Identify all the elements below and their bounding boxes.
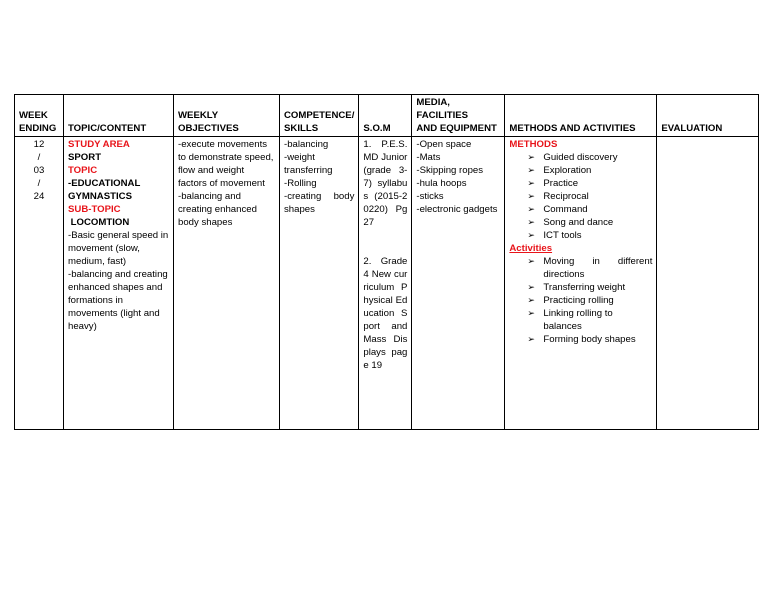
header-week-ending: WEEK ENDING	[15, 95, 64, 137]
som-reference: 1. P.E.S.MD Junior (grade 3-7) syllabus (2015-20220) Pg 27	[363, 139, 408, 228]
header-evaluation: EVALUATION	[657, 95, 759, 137]
header-methods-activities: METHODS AND ACTIVITIES	[505, 95, 657, 137]
methods-label: METHODS	[509, 139, 558, 150]
content-item: -balancing and creating enhanced shapes and formations in movements (light and heavy)	[68, 269, 168, 332]
week-ending-cell: 12 / 03 / 24	[15, 137, 64, 430]
activity-item: ➢ Moving in different directions	[527, 255, 652, 281]
header-competence-skills: COMPETENCE/ SKILLS	[280, 95, 359, 137]
header-topic-content: TOPIC/CONTENT	[64, 95, 174, 137]
objective-item: -execute movements to demonstrate speed, flow and weight factors of movement	[178, 139, 274, 189]
content-item: -Basic general speed in movement (slow, medium, fast)	[68, 230, 169, 267]
activities-list	[509, 255, 652, 346]
som-reference: 2. Grade 4 New curriculum Physical Education Sport and Mass Displays page 19	[363, 256, 408, 371]
study-area-value: SPORT	[68, 152, 102, 163]
study-area-label: STUDY AREA	[68, 139, 130, 150]
competence-item: -Rolling	[284, 178, 317, 189]
methods-activities-cell	[505, 137, 657, 430]
topic-label: TOPIC	[68, 165, 98, 176]
media-item: -electronic gadgets	[416, 204, 498, 215]
media-item: -Open space	[416, 139, 472, 150]
competence-cell	[280, 137, 359, 430]
subtopic-label: SUB-TOPIC	[68, 204, 121, 215]
header-row	[15, 95, 759, 137]
media-item: -hula hoops	[416, 178, 467, 189]
activities-label: Activities	[509, 243, 553, 254]
topic-value: -EDUCATIONAL GYMNASTICS	[68, 178, 141, 202]
header-weekly-objectives: WEEKLY OBJECTIVES	[174, 95, 280, 137]
media-item: -sticks	[416, 191, 444, 202]
media-item: -Mats	[416, 152, 441, 163]
som-cell	[359, 137, 412, 430]
topic-content-cell	[64, 137, 174, 430]
method-item: ➢ Reciprocal	[527, 190, 652, 203]
competence-item: -balancing	[284, 139, 329, 150]
activity-item: ➢ Forming body shapes	[527, 333, 652, 346]
scheme-of-work-table	[14, 94, 759, 430]
objectives-cell	[174, 137, 280, 430]
competence-item: -creating body shapes	[284, 191, 355, 215]
activity-item: ➢ Transferring weight	[527, 281, 652, 294]
activity-item: ➢ Linking rolling to balances	[527, 307, 652, 333]
activity-item: ➢ Practicing rolling	[527, 294, 652, 307]
header-media-facilities: MEDIA, FACILITIES AND EQUIPMENT	[412, 95, 505, 137]
media-item: -Skipping ropes	[416, 165, 484, 176]
evaluation-cell	[657, 137, 759, 430]
header-som: S.O.M	[359, 95, 412, 137]
methods-list	[509, 151, 652, 242]
method-item: ➢ Practice	[527, 177, 652, 190]
method-item: ➢ ICT tools	[527, 229, 652, 242]
media-cell	[412, 137, 505, 430]
method-item: ➢ Command	[527, 203, 652, 216]
subtopic-value: LOCOMTION	[68, 217, 130, 228]
objective-item: -balancing and creating enhanced body shapes	[178, 191, 257, 228]
competence-item: -weight transferring	[284, 152, 333, 176]
method-item: ➢ Exploration	[527, 164, 652, 177]
method-item: ➢ Song and dance	[527, 216, 652, 229]
method-item: ➢ Guided discovery	[527, 151, 652, 164]
table-row	[15, 137, 759, 430]
